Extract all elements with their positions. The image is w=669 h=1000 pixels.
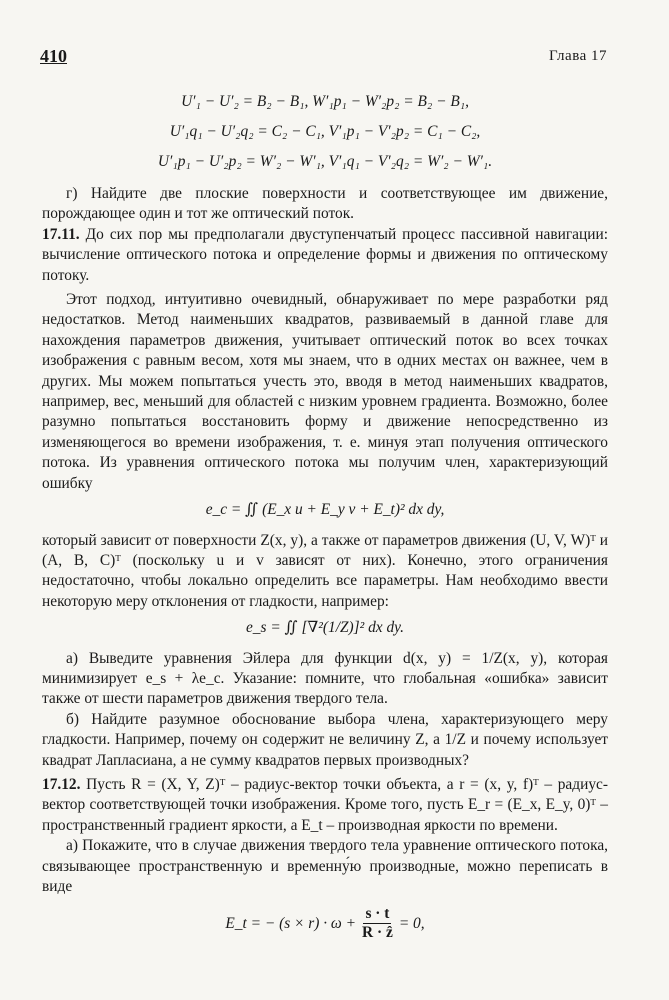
equation-left: E_t = − (s × r) · ω +	[225, 914, 357, 932]
page-header	[40, 46, 607, 70]
equation-line: U′₁p₁ − U′₂p₂ = W′₂ − W′₁, V′₁q₁ − V′₂q₂ = W′₂ − W′₁.	[157, 153, 493, 170]
equation-line: U′₁q₁ − U′₂q₂ = C₂ − C₁, V′₁p₁ − V′₂p₂ = C₁ − C₂,	[169, 123, 481, 140]
page-number: 410	[40, 46, 67, 66]
exercise-number: 17.12.	[42, 775, 81, 793]
exercise-item-a: а) Покажите, что в случае движения твердого тела уравнение оптического потока, связывающее пространственную и временну́ю производные, можно переписать в виде	[42, 837, 608, 895]
exercise-item-g: г) Найдите две плоские поверхности и соответствующее им движение, порождающее один и тот же оптический поток.	[42, 185, 608, 223]
exercise-17-11-paragraph: Этот подход, интуитивно очевидный, обнаруживает по мере разработки ряд недостатков. Метод наименьших квадратов, развиваемый в данной главе для нахождения параметров движения, учитывает оптический поток во всех точках изображения с равным весом, хотя мы знаем, что в одних местах он важнее, чем в других. Мы можем попытаться учесть это, вводя в метод наименьших квадратов, например, вес, меньший для областей с низким уровнем градиента. Возможно, более разумно попытаться восстановить форму и движение непосредственно из изменяющегося во времени изображения, т. е. минуя этап получения оптического потока. Из уравнения оптического потока мы получим член, характеризующий ошибку	[42, 291, 608, 492]
fraction-denominator: R · ẑ	[362, 924, 393, 942]
exercise-text: До сих пор мы предполагали двуступенчатый процесс пассивной навигации: вычисление оптического потока и определение формы и движения по оптическому потоку.	[42, 225, 608, 284]
exercise-17-11-intro	[42, 225, 608, 286]
exercise-number: 17.11.	[42, 225, 80, 243]
page-content	[42, 86, 608, 942]
equation-line: U′₁ − U′₂ = B₂ − B₁, W′₁p₁ − W′₂p₂ = B₂ − B₁,	[181, 93, 469, 110]
exercise-item-a: а) Выведите уравнения Эйлера для функции d(x, y) = 1/Z(x, y), которая минимизирует e_s + λe_c. Указание: помните, что глобальная «ошибка» зависит также от шести параметров движения твердого тела.	[42, 649, 608, 708]
exercise-text: Пусть R = (X, Y, Z)ᵀ – радиус-вектор точки объекта, а r = (x, y, f)ᵀ – радиус-вектор соответствующей точки изображения. Кроме того, пусть E_r = (E_x, E_y, 0)ᵀ – пространственный градиент яркости, а E_t – производная яркости по времени.	[42, 775, 608, 834]
chapter-title: Глава 17	[549, 48, 607, 64]
equation-optical-flow	[42, 905, 608, 942]
exercise-17-12	[42, 775, 608, 836]
equation-smoothness: e_s = ∬ [∇²(1/Z)]² dx dy.	[245, 619, 405, 637]
equation-error-term: e_c = ∬ (E_x u + E_y v + E_t)² dx dy,	[205, 501, 445, 519]
fraction-numerator: s · t	[365, 905, 390, 923]
fraction	[362, 905, 393, 942]
exercise-item-b: б) Найдите разумное обоснование выбора члена, характеризующего меру гладкости. Например, почему он содержит не величину Z, а 1/Z и почему использует квадрат Лапласиана, а не сумму квадратов первых производных?	[42, 710, 608, 769]
exercise-17-11-paragraph-2: который зависит от поверхности Z(x, y), а также от параметров движения (U, V, W)ᵀ и (A, B, C)ᵀ (поскольку u и v зависят от них). Конечно, этого ограничения недостаточно, чтобы локально определить все параметры. Нам необходимо ввести некоторую меру отклонения от гладкости, например:	[42, 531, 608, 610]
equation-right: = 0,	[398, 914, 425, 932]
